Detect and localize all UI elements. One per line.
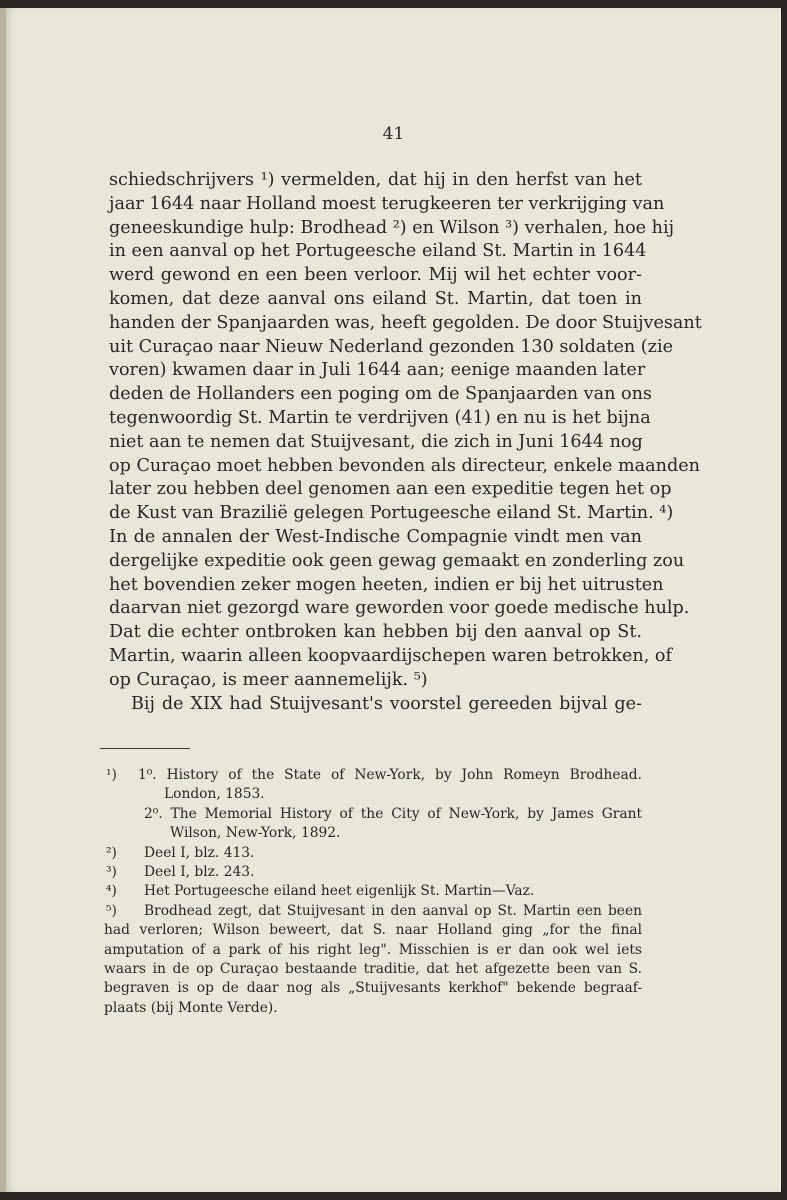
body-line: in een aanval op het Portugeesche eiland St. Martin in 1644 [109,241,647,262]
body-line: tegenwoordig St. Martin te verdrijven (41) en nu is het bijna [109,407,651,428]
footnote [104,863,642,882]
body-line: het bovendien zeker mogen heeten, indien er bij het uitrusten [109,574,664,595]
body-line: de Kust van Brazilië gelegen Portugeesche eiland St. Martin. ⁴) [109,503,674,524]
body-line: jaar 1644 naar Holland moest terugkeeren ter verkrijging van [109,193,665,214]
body-line: komen, dat deze aanval ons eiland St. Martin, dat toen in [109,288,642,309]
body-line: schiedschrijvers ¹) vermelden, dat hij in den herfst van het [109,170,642,190]
footnote-line: 1⁰. History of the State of New-York, by John Romeyn Brodhead. [138,767,642,783]
footnote-marker: ²) [106,844,117,861]
body-line: werd gewond en een been verloor. Mij wil het echter voor- [109,265,642,286]
body-line: Martin, waarin alleen koopvaardijschepen waren betrokken, of [109,645,673,666]
body-line: daarvan niet gezorgd ware geworden voor goede medische hulp. [109,598,690,619]
body-line: op Curaçao, is meer aannemelijk. ⁵) [109,669,428,690]
page-number: 41 [382,124,405,144]
body-line: niet aan te nemen dat Stuijvesant, die zich in Juni 1644 nog [109,431,643,452]
footnote-marker: ⁴) [106,883,117,900]
footnote-line: plaats (bij Monte Verde). [104,999,278,1016]
body-line: handen der Spanjaarden was, heeft gegolden. De door Stuijvesant [109,312,702,333]
body-line: deden de Hollanders een poging om de Spanjaarden van ons [109,384,652,405]
footnote [104,766,642,805]
footnote-line: Deel I, blz. 413. [144,844,255,861]
footnote-line: begraven is op de daar nog als „Stuijvesants kerkhof" bekende begraaf- [104,980,642,997]
footnote [104,902,642,1018]
body-line: Dat die echter ontbroken kan hebben bij den aanval op St. [109,622,642,643]
footnote-line: Het Portugeesche eiland heet eigenlijk St. Martin—Vaz. [144,883,535,900]
footnote [104,805,642,844]
footnotes [104,766,642,1018]
body-line: voren) kwamen daar in Juli 1644 aan; eenige maanden later [109,360,646,381]
footnote-line: Deel I, blz. 243. [144,863,255,880]
footnote-line: Wilson, New-York, 1892. [170,825,341,842]
footnote-line: had verloren; Wilson beweert, dat S. naar Holland ging „for the final [104,922,642,939]
footnote-divider [100,748,190,749]
body-line: dergelijke expeditie ook geen gewag gemaakt en zonderling zou [109,550,685,571]
body-line: In de annalen der West-Indische Compagnie vindt men van [109,526,642,547]
footnote [104,844,642,863]
body-line: later zou hebben deel genomen aan een expeditie tegen het op [109,479,672,500]
body-line: uit Curaçao naar Nieuw Nederland gezonden 130 soldaten (zie [109,336,673,357]
body-line: op Curaçao moet hebben bevonden als directeur, enkele maanden [109,455,700,476]
body-line: Bij de XIX had Stuijvesant's voorstel gereeden bijval ge- [131,693,642,714]
footnote-line: amputation of a park of his right leg". Misschien is er dan ook wel iets [104,941,642,958]
footnote-line: Brodhead zegt, dat Stuijvesant in den aanval op St. Martin een been [144,902,642,919]
main-text [109,169,702,716]
footnote-line: waars in de op Curaçao bestaande traditie, dat het afgezette been van S. [104,960,642,977]
body-line: geneeskundige hulp: Brodhead ²) en Wilson ³) verhalen, hoe hij [109,217,675,238]
footnote-marker: ³) [106,863,117,880]
footnote-line: 2⁰. The Memorial History of the City of New-York, by James Grant [144,805,642,822]
footnote-marker: ⁵) [106,902,117,919]
footnote-marker: ¹) [106,767,117,783]
footnote-line: London, 1853. [164,786,265,803]
footnote [104,882,642,901]
